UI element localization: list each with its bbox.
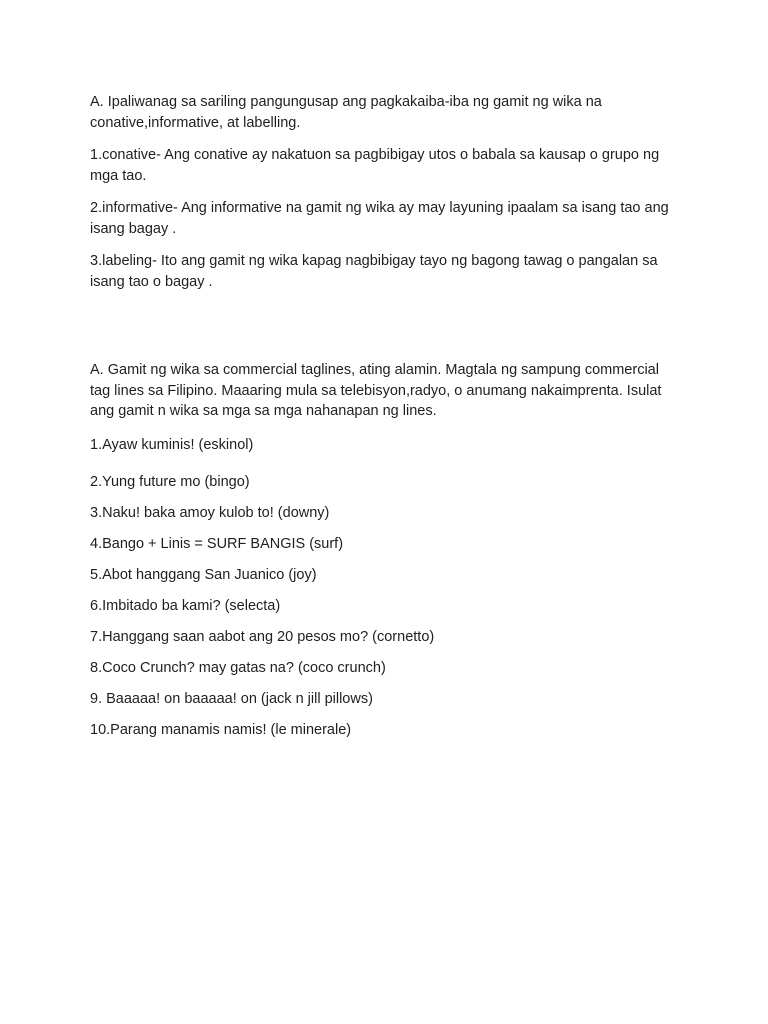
tagline-item: 8.Coco Crunch? may gatas na? (coco crunch) xyxy=(90,660,386,676)
tagline-item: 5.Abot hanggang San Juanico (joy) xyxy=(90,567,317,583)
taglines-list xyxy=(90,435,680,741)
section-one-heading: A. Ipaliwanag sa sariling pangungusap ang pagkakaiba-iba ng gamit ng wika na conative,informative, at labelling. xyxy=(90,94,602,131)
tagline-item: 3.Naku! baka amoy kulob to! (downy) xyxy=(90,505,330,521)
section-two xyxy=(90,360,680,741)
tagline-item: 6.Imbitado ba kami? (selecta) xyxy=(90,598,281,614)
definitions-list xyxy=(90,145,680,292)
tagline-item: 4.Bango + Linis = SURF BANGIS (surf) xyxy=(90,536,344,552)
tagline-item: 9. Baaaaa! on baaaaa! on (jack n jill pillows) xyxy=(90,691,373,707)
tagline-item: 1.Ayaw kuminis! (eskinol) xyxy=(90,436,254,453)
document-page xyxy=(90,92,680,751)
tagline-item: 7.Hanggang saan aabot ang 20 pesos mo? (cornetto) xyxy=(90,629,435,645)
section-two-heading: A. Gamit ng wika sa commercial taglines, ating alamin. Magtala ng sampung commercial tag lines sa Filipino. Maaaring mula sa telebisyon,radyo, o anumang nakaimprenta. Isulat ang gamit n wika sa mga sa mga nahanapan ng lines. xyxy=(90,362,662,419)
definition-item: 1.conative- Ang conative ay nakatuon sa pagbibigay utos o babala sa kausap o grupo ng mga tao. xyxy=(90,147,660,184)
tagline-item: 10.Parang manamis namis! (le minerale) xyxy=(90,722,352,738)
section-one xyxy=(90,92,680,292)
definition-item: 3.labeling- Ito ang gamit ng wika kapag nagbibigay tayo ng bagong tawag o pangalan sa isang tao o bagay . xyxy=(90,253,658,290)
tagline-item: 2.Yung future mo (bingo) xyxy=(90,474,250,490)
definition-item: 2.informative- Ang informative na gamit ng wika ay may layuning ipaalam sa isang tao ang isang bagay . xyxy=(90,200,669,237)
